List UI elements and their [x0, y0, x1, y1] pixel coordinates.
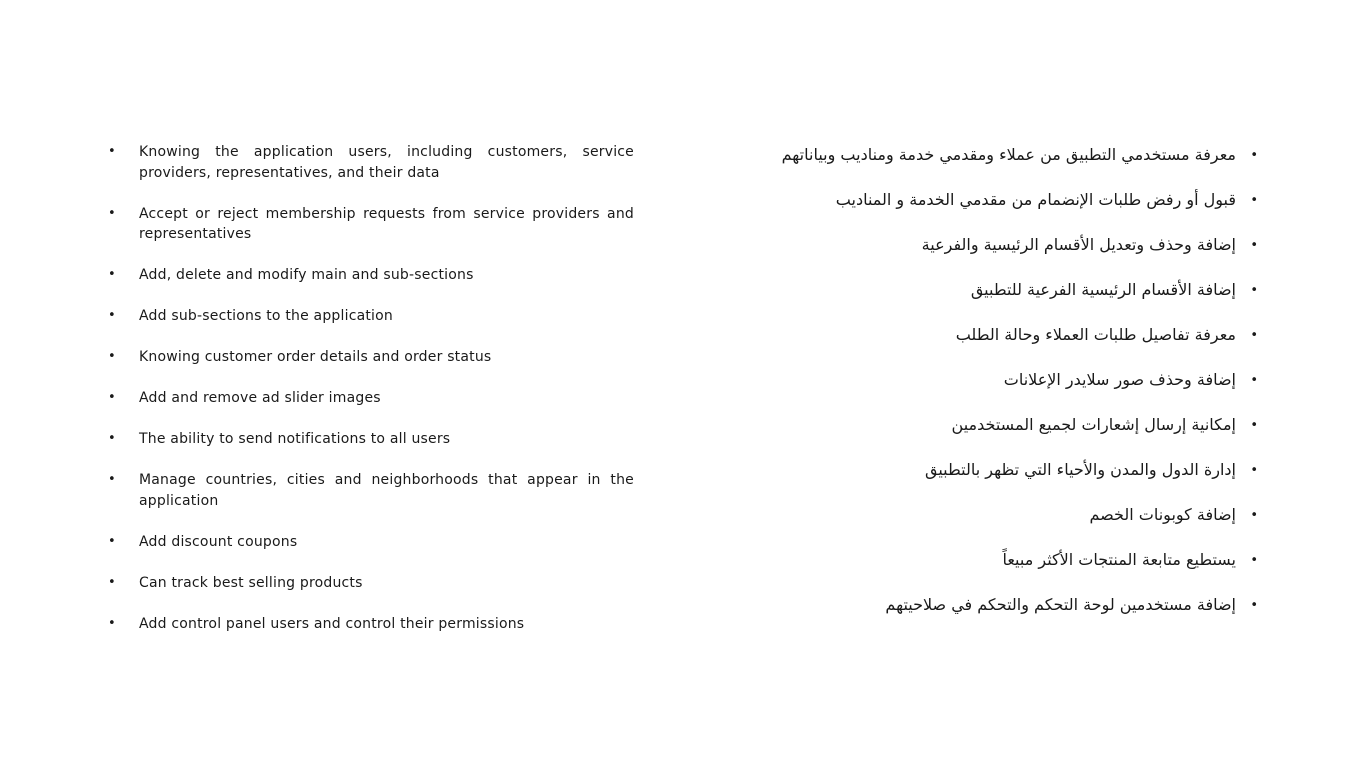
list-item: [108, 347, 634, 368]
list-item-text: Knowing customer order details and order status: [139, 349, 492, 365]
list-item: [108, 573, 634, 594]
list-item-text: معرفة مستخدمي التطبيق من عملاء ومقدمي خدمة ومناديب وبياناتهم: [781, 145, 1236, 164]
list-item: [698, 457, 1258, 482]
bullet-icon: •: [108, 431, 116, 446]
list-item-text: إضافة مستخدمين لوحة التحكم والتحكم في صلاحيتهم: [885, 595, 1236, 614]
list-item-text: Add and remove ad slider images: [139, 390, 381, 406]
list-item-text: معرفة تفاصيل طلبات العملاء وحالة الطلب: [955, 325, 1236, 344]
bullet-icon: •: [108, 390, 116, 405]
list-item: [108, 388, 634, 409]
list-item: [698, 277, 1258, 302]
bullet-icon: •: [1250, 148, 1258, 163]
bullet-icon: •: [1250, 463, 1258, 478]
list-item-text: Accept or reject membership requests from service providers and representatives: [139, 205, 634, 242]
bullet-icon: •: [108, 533, 116, 549]
list-item-text: Add control panel users and control their permissions: [139, 615, 525, 632]
english-feature-list: [108, 142, 634, 634]
list-item: [108, 265, 634, 286]
list-item-text: Add, delete and modify main and sub-sections: [139, 267, 474, 283]
list-item: [698, 592, 1258, 617]
list-item-text: إدارة الدول والمدن والأحياء التي تظهر بالتطبيق: [925, 460, 1236, 479]
list-item: [698, 142, 1258, 167]
list-item: [108, 429, 634, 450]
bullet-icon: •: [1250, 553, 1258, 568]
list-item-text: إمكانية إرسال إشعارات لجميع المستخدمين: [951, 415, 1236, 434]
bullet-icon: •: [108, 308, 116, 323]
list-item-text: إضافة وحذف وتعديل الأقسام الرئيسية والفرعية: [921, 235, 1236, 254]
bullet-icon: •: [1250, 373, 1258, 388]
bullet-icon: •: [108, 205, 116, 221]
list-item: [108, 306, 634, 327]
list-item: [108, 142, 634, 183]
list-item-text: قبول أو رفض طلبات الإنضمام من مقدمي الخدمة و المناديب: [835, 190, 1236, 209]
bullet-icon: •: [1250, 328, 1258, 343]
list-item: [698, 322, 1258, 347]
list-item-text: Add sub-sections to the application: [139, 308, 393, 324]
bullet-icon: •: [108, 349, 116, 364]
bullet-icon: •: [108, 615, 116, 631]
list-item-text: Add discount coupons: [139, 533, 298, 550]
list-item-text: The ability to send notifications to all users: [139, 431, 451, 447]
list-item: [698, 412, 1258, 437]
bullet-icon: •: [1250, 238, 1258, 253]
bullet-icon: •: [1250, 418, 1258, 433]
list-item: [698, 547, 1258, 572]
list-item: [698, 502, 1258, 527]
bullet-icon: •: [1250, 193, 1258, 208]
bullet-icon: •: [108, 574, 116, 590]
bullet-icon: •: [108, 267, 116, 282]
list-item-text: Manage countries, cities and neighborhoods that appear in the application: [139, 472, 634, 509]
list-item-text: إضافة الأقسام الرئيسية الفرعية للتطبيق: [970, 280, 1236, 299]
list-item-text: Knowing the application users, including customers, service providers, representatives, and their data: [139, 144, 634, 181]
list-item: [698, 232, 1258, 257]
list-item: [108, 470, 634, 511]
list-item: [108, 532, 634, 553]
bullet-icon: •: [108, 472, 116, 487]
bullet-icon: •: [1250, 598, 1258, 613]
list-item: [698, 187, 1258, 212]
bullet-icon: •: [1250, 508, 1258, 523]
list-item-text: Can track best selling products: [139, 574, 363, 591]
bullet-icon: •: [108, 144, 116, 159]
list-item-text: إضافة كوبونات الخصم: [1089, 505, 1236, 524]
list-item: [698, 367, 1258, 392]
arabic-feature-list: [698, 142, 1258, 617]
list-item: [108, 614, 634, 635]
list-item-text: إضافة وحذف صور سلايدر الإعلانات: [1003, 370, 1236, 389]
list-item-text: يستطيع متابعة المنتجات الأكثر مبيعاً: [1002, 550, 1236, 569]
bullet-icon: •: [1250, 283, 1258, 298]
list-item: [108, 204, 634, 245]
